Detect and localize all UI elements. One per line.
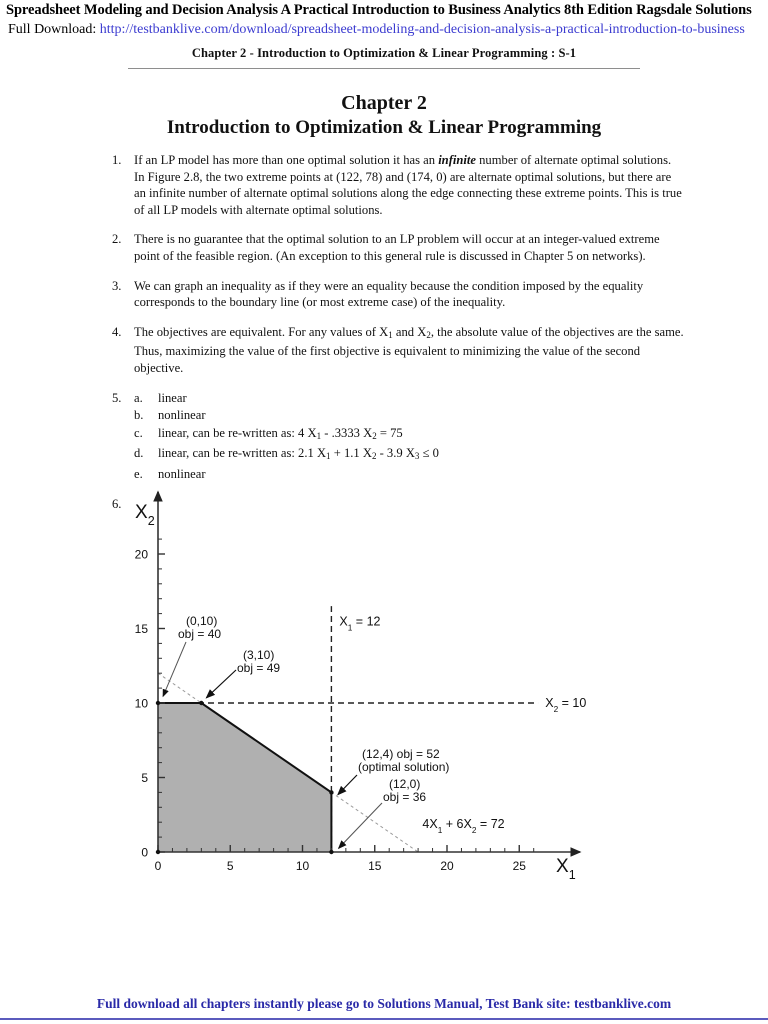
lp-graph-svg xyxy=(0,470,768,900)
chapter-number: Chapter 2 xyxy=(341,92,427,114)
annotation-0-10-line2: obj = 40 xyxy=(178,627,222,641)
item-number: 3. xyxy=(112,278,122,293)
x-tick-label: 5 xyxy=(226,859,234,873)
annotation-12-4-line2: (optimal solution) xyxy=(358,760,450,774)
item1-part2: number of alternate optimal solutions. In Figure 2.8, the two extreme points at (122, 78) and (174, 0) are alternate optimal solutions, but there are an infinite number of alternate optimal solutions along the edge connecting these extreme points. This is true of all LP models with alternate optimal solutions. xyxy=(134,153,682,217)
item-number: 6. xyxy=(112,497,122,512)
item-number: 4. xyxy=(112,324,122,339)
sub-c-mid: - .3333 X xyxy=(321,425,373,440)
sub-item xyxy=(134,390,684,408)
constraint-label-x2: $X_2 = 10$ xyxy=(545,696,587,714)
sub-c-suffix: = 75 xyxy=(376,425,403,440)
y-axis-title: $X_2$ xyxy=(135,502,155,528)
list-item xyxy=(112,152,684,218)
x-tick-label: 10 xyxy=(295,859,310,873)
sub-text: nonlinear xyxy=(158,408,206,423)
promo-header xyxy=(0,0,768,40)
y-tick-label: 5 xyxy=(141,771,148,785)
sub-d-mid: + 1.1 X xyxy=(330,446,372,461)
annotation-3-10-line1: (3,10) xyxy=(243,648,275,662)
footer-divider xyxy=(0,1018,768,1020)
sub-item xyxy=(134,407,684,425)
sub-c-prefix: linear, can be re-written as: 4 X xyxy=(158,425,317,440)
annotation-0-10-line1: (0,10) xyxy=(186,614,218,628)
sub-text xyxy=(158,425,684,446)
sub-c-sub1: 1 xyxy=(316,430,322,441)
feasible-region xyxy=(158,703,331,852)
constraint-label-objective: $4X_1 + 6X_2 = 72$ xyxy=(422,817,505,835)
sub-item xyxy=(134,425,684,446)
x-tick-label: 20 xyxy=(440,859,454,873)
item1-part1: If an LP model has more than one optimal solution it has an xyxy=(134,153,439,167)
sub-d-suffix: ≤ 0 xyxy=(419,446,439,461)
x-tick-label: 25 xyxy=(512,859,526,873)
item-number: 5. xyxy=(112,390,122,405)
item-text xyxy=(134,324,684,377)
sub-d-sub3: 3 xyxy=(414,451,420,462)
vertex-point xyxy=(156,701,160,705)
sub-letter: b. xyxy=(134,408,144,423)
chapter-title: Introduction to Optimization & Linear Programming xyxy=(166,117,602,138)
list-item xyxy=(112,324,684,377)
promo-download-row xyxy=(0,20,768,40)
sub-d-sub2: 2 xyxy=(371,451,377,462)
annotation-12-0-line1: (12,0) xyxy=(389,777,421,791)
item-text xyxy=(134,152,684,218)
y-tick-label: 10 xyxy=(134,696,148,711)
header-divider xyxy=(128,68,640,69)
list-item-5 xyxy=(112,390,684,484)
vertex-point xyxy=(199,701,203,705)
lp-graph-figure xyxy=(0,470,768,900)
list-item xyxy=(112,278,684,311)
promo-title: Spreadsheet Modeling and Decision Analysis A Practical Introduction to Business Analytics 8th Edition Ragsdale Solutions xyxy=(6,2,752,18)
sub-d-prefix: linear, can be re-written as: 2.1 X xyxy=(158,446,327,461)
item-number: 1. xyxy=(112,153,122,167)
promo-download-link[interactable]: http://testbanklive.com/download/spreadsheet-modeling-and-decision-analysis-a-practical-introduction-to-business xyxy=(99,22,745,37)
promo-download-label: Full Download: xyxy=(8,22,97,37)
y-tick-label: 15 xyxy=(134,622,148,636)
annotation-12-4-line1: (12,4) obj = 52 xyxy=(362,747,440,761)
sub-text xyxy=(158,445,684,466)
item-text: There is no guarantee that the optimal solution to an LP problem will occur at an integer-valued extreme point of the feasible region. (An exception to this general rule is discussed in Chapter 5 on networks). xyxy=(134,232,660,263)
sub-d-sub1: 1 xyxy=(326,451,331,462)
sub-d-mid2: - 3.9 X xyxy=(376,446,415,461)
sub-letter: c. xyxy=(134,425,143,440)
vertex-point xyxy=(329,850,333,854)
running-head: Chapter 2 - Introduction to Optimization & Linear Programming : S-1 xyxy=(191,46,577,60)
item4-sub2: 2 xyxy=(426,329,431,340)
sub-letter: a. xyxy=(134,390,143,405)
annotation-12-0-line2: obj = 36 xyxy=(383,790,427,804)
item4-sub1: 1 xyxy=(388,329,393,340)
sub-letter: e. xyxy=(134,466,143,481)
sub-letter: d. xyxy=(134,446,144,461)
vertex-point xyxy=(329,790,333,794)
vertex-point xyxy=(156,850,160,854)
x-tick-label: 15 xyxy=(368,859,382,873)
item-text: We can graph an inequality as if they were an equality because the condition imposed by the equality corresponds to the boundary line (or most extreme case) of the inequality. xyxy=(134,278,644,310)
item4-part2: and X xyxy=(392,324,427,339)
sub-text: nonlinear xyxy=(158,466,206,481)
sub-c-sub2: 2 xyxy=(372,430,377,441)
list-item xyxy=(112,231,684,264)
footer-text[interactable]: Full download all chapters instantly please go to Solutions Manual, Test Bank site: testbanklive.com xyxy=(96,996,672,1011)
sub-item xyxy=(134,445,684,466)
y-tick-label: 20 xyxy=(134,547,148,562)
annotation-12-0-leader xyxy=(339,803,382,848)
item5-sublist xyxy=(134,390,684,484)
item-number: 2. xyxy=(112,232,122,247)
y-tick-label: 0 xyxy=(141,845,148,860)
x-tick-label: 0 xyxy=(154,859,162,873)
sub-text: linear xyxy=(158,390,187,405)
x-axis-title: $X_1$ xyxy=(556,856,576,882)
annotation-12-4-leader xyxy=(338,775,357,795)
item1-emphasis: infinite xyxy=(438,153,476,167)
annotation-0-10-leader xyxy=(163,642,186,696)
item4-part3: , the absolute value of the objectives are the same. Thus, maximizing the value of the first objective is equivalent to minimizing the value of the second objective. xyxy=(134,324,684,375)
constraint-label-x1: $X_1 = 12$ xyxy=(339,614,381,633)
annotation-3-10-leader xyxy=(206,670,236,698)
annotation-3-10-line2: obj = 49 xyxy=(237,661,281,675)
item4-part1: The objectives are equivalent. For any values of X xyxy=(134,324,389,339)
